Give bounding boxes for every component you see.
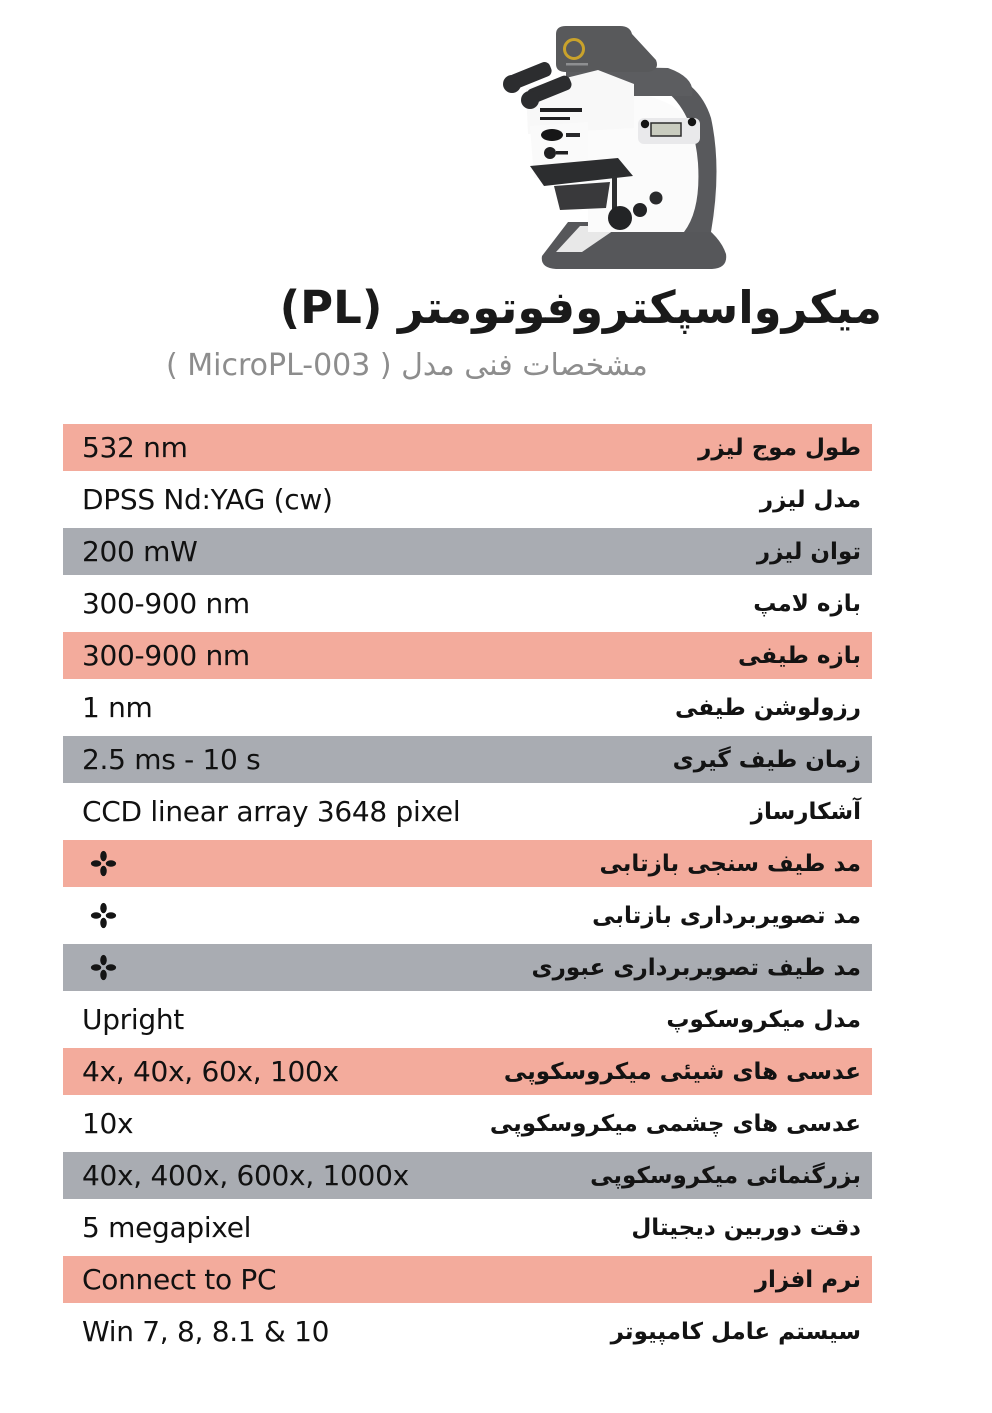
spec-label: زمان طیف گیری bbox=[672, 746, 861, 773]
table-row bbox=[63, 788, 872, 835]
spec-value: 2.5 ms - 10 s bbox=[82, 743, 261, 776]
table-row bbox=[63, 424, 872, 471]
spec-label: توان لیزر bbox=[756, 538, 861, 565]
table-row bbox=[63, 736, 872, 783]
spec-label: مد طیف سنجی بازتابی bbox=[599, 850, 861, 877]
spec-label: مد طیف تصویربرداری عبوری bbox=[531, 954, 861, 981]
spec-value: 532 nm bbox=[82, 431, 188, 464]
table-row bbox=[63, 632, 872, 679]
spec-label: مدل میکروسکوپ bbox=[666, 1006, 861, 1033]
table-row bbox=[63, 996, 872, 1043]
spec-value: 200 mW bbox=[82, 535, 198, 568]
spec-table bbox=[63, 424, 872, 1360]
spec-value: Connect to PC bbox=[82, 1263, 277, 1296]
spec-value: 300-900 nm bbox=[82, 639, 250, 672]
spec-value: 1 nm bbox=[82, 691, 153, 724]
spec-label: رزولوشن طیفی bbox=[674, 694, 861, 721]
spec-label: آشکارساز bbox=[750, 798, 861, 825]
four-petal-asterisk-icon bbox=[63, 954, 117, 981]
table-row bbox=[63, 580, 872, 627]
spec-label: بزرگنمائی میکروسکوپی bbox=[590, 1162, 861, 1189]
spec-value: 4x, 40x, 60x, 100x bbox=[82, 1055, 339, 1088]
table-row bbox=[63, 528, 872, 575]
table-row bbox=[63, 476, 872, 523]
table-row bbox=[63, 684, 872, 731]
microscope-illustration bbox=[470, 8, 770, 288]
spec-label: نرم افزار bbox=[754, 1266, 861, 1293]
page-title: میکرواسپکتروفوتومتر (PL) bbox=[279, 281, 882, 334]
spec-label: مدل لیزر bbox=[759, 486, 861, 513]
spec-value: 40x, 400x, 600x, 1000x bbox=[82, 1159, 409, 1192]
spec-label: مد تصویربرداری بازتابی bbox=[592, 902, 861, 929]
four-petal-asterisk-icon bbox=[63, 850, 117, 877]
table-row bbox=[63, 1048, 872, 1095]
spec-label: عدسی های شیئی میکروسکوپی bbox=[503, 1058, 861, 1085]
table-row bbox=[63, 1256, 872, 1303]
spec-label: سیستم عامل کامپیوتر bbox=[610, 1318, 861, 1345]
spec-label: بازه لامپ bbox=[753, 590, 861, 617]
table-row bbox=[63, 1100, 872, 1147]
spec-value: Upright bbox=[82, 1003, 184, 1036]
spec-value: 300-900 nm bbox=[82, 587, 250, 620]
display-panel bbox=[638, 118, 700, 144]
table-row bbox=[63, 1204, 872, 1251]
table-row bbox=[63, 840, 872, 887]
table-row bbox=[63, 1308, 872, 1355]
spec-label: بازه طیفی bbox=[738, 642, 861, 669]
microscope-image bbox=[470, 8, 770, 288]
table-row bbox=[63, 944, 872, 991]
spec-value: DPSS Nd:YAG (cw) bbox=[82, 483, 333, 516]
page-subtitle: مشخصات فنی مدل ( MicroPL-003 ) bbox=[166, 348, 648, 383]
spec-label: عدسی های چشمی میکروسکوپی bbox=[489, 1110, 861, 1137]
spec-value: 10x bbox=[82, 1107, 134, 1140]
table-row bbox=[63, 1152, 872, 1199]
table-row bbox=[63, 892, 872, 939]
four-petal-asterisk-icon bbox=[63, 902, 117, 929]
spec-label: دقت دوربین دیجیتال bbox=[631, 1214, 861, 1241]
spec-value: Win 7, 8, 8.1 & 10 bbox=[82, 1315, 330, 1348]
spec-label: طول موج لیزر bbox=[698, 434, 861, 461]
spec-value: CCD linear array 3648 pixel bbox=[82, 795, 461, 828]
spec-value: 5 megapixel bbox=[82, 1211, 252, 1244]
